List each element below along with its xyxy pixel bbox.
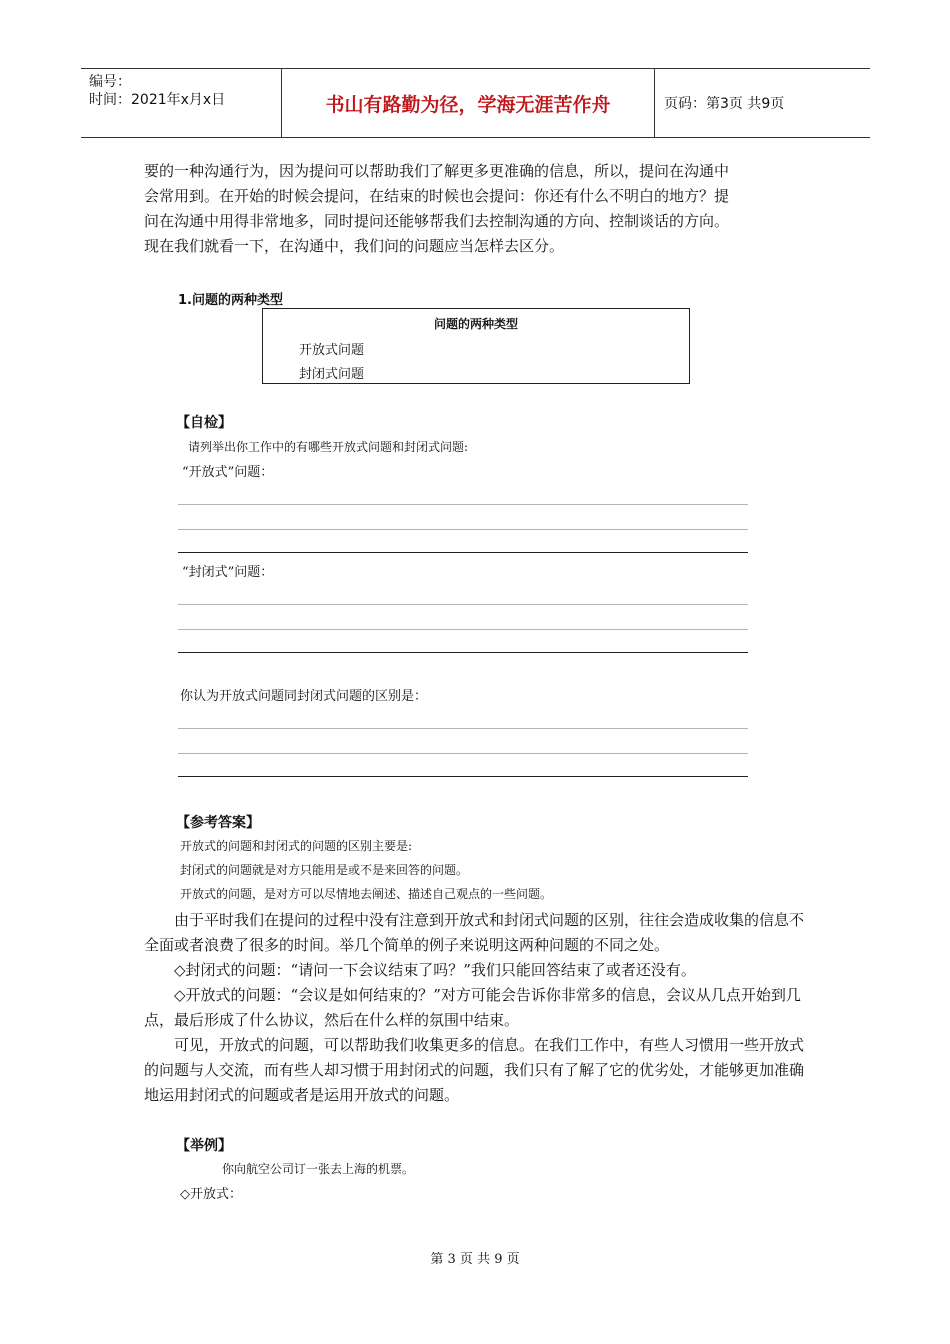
intro-line-3: 问在沟通中用得非常地多，同时提问还能够帮我们去控制沟通的方向、控制谈话的方向。 — [144, 212, 730, 230]
intro-line-2: 会常用到。在开始的时候会提问，在结束的时候也会提问：你还有什么不明白的地方？提 — [144, 187, 730, 205]
answer-line[interactable] — [178, 504, 748, 505]
intro-line-4: 现在我们就看一下，在沟通中，我们问的问题应当怎样去区分。 — [144, 237, 565, 255]
page-footer: 第 3 页 共 9 页 — [430, 1252, 520, 1267]
example-scenario: 你向航空公司订一张去上海的机票。 — [222, 1162, 415, 1176]
answer-line-1: 开放式的问题和封闭式的问题的区别主要是: — [180, 839, 413, 853]
page-header — [81, 68, 870, 138]
example-open-label: ◇开放式： — [180, 1187, 242, 1202]
answer-line[interactable] — [178, 776, 748, 777]
example-title: 【举例】 — [176, 1138, 232, 1154]
answer-line[interactable] — [178, 604, 748, 605]
answer-paragraph-1: 由于平时我们在提问的过程中没有注意到开放式和封闭式问题的区别，往往会造成收集的信息不全面或者浪费了很多的时间。举几个简单的例子来说明这两种问题的不同之处。 — [144, 911, 805, 954]
answer-title: 【参考答案】 — [176, 815, 260, 831]
intro-line-1: 要的一种沟通行为，因为提问可以帮助我们了解更多更准确的信息，所以，提问在沟通中 — [144, 162, 730, 180]
answer-line-2: 封闭式的问题就是对方只能用是或不是来回答的问题。 — [180, 863, 469, 877]
header-page-label: 页码：第3页 共9页 — [664, 96, 785, 112]
answer-line[interactable] — [178, 728, 748, 729]
open-question-label: “开放式”问题： — [182, 465, 274, 480]
document-date: 时间：2021年x月x日 — [89, 92, 226, 108]
self-check-prompt: 请列举出你工作中的有哪些开放式问题和封闭式问题: — [188, 440, 469, 454]
difference-label: 你认为开放式问题同封闭式问题的区别是： — [180, 689, 428, 704]
closed-question-label: “封闭式”问题： — [182, 565, 274, 580]
box-item-closed: 封闭式问题 — [299, 367, 365, 382]
self-check-title: 【自检】 — [176, 415, 232, 431]
answer-paragraph-4: 可见，开放式的问题，可以帮助我们收集更多的信息。在我们工作中，有些人习惯用一些开放式的问题与人交流，而有些人却习惯于用封闭式的问题，我们只有了解了它的优劣处，才能够更加准确地运用封闭式的问题或者是运用开放式的问题。 — [144, 1036, 805, 1104]
answer-line[interactable] — [178, 529, 748, 530]
answer-line[interactable] — [178, 753, 748, 754]
answer-line[interactable] — [178, 629, 748, 630]
answer-line[interactable] — [178, 552, 748, 553]
header-motto: 书山有路勤为径，学海无涯苦作舟 — [281, 69, 655, 137]
section-title: 1.问题的两种类型 — [178, 293, 283, 308]
question-types-box — [262, 308, 690, 384]
box-item-open: 开放式问题 — [299, 343, 365, 358]
header-meta — [81, 69, 281, 137]
document-number: 编号： — [89, 74, 131, 90]
box-title: 问题的两种类型 — [433, 317, 518, 331]
answer-line-3: 开放式的问题，是对方可以尽情地去阐述、描述自己观点的一些问题。 — [180, 887, 553, 901]
answer-line[interactable] — [178, 652, 748, 653]
answer-paragraph-3: ◇开放式的问题：“会议是如何结束的？”对方可能会告诉你非常多的信息，会议从几点开始到几点，最后形成了什么协议，然后在什么样的氛围中结束。 — [144, 986, 801, 1029]
answer-paragraph-2: ◇封闭式的问题：“请问一下会议结束了吗？”我们只能回答结束了或者还没有。 — [174, 961, 696, 979]
